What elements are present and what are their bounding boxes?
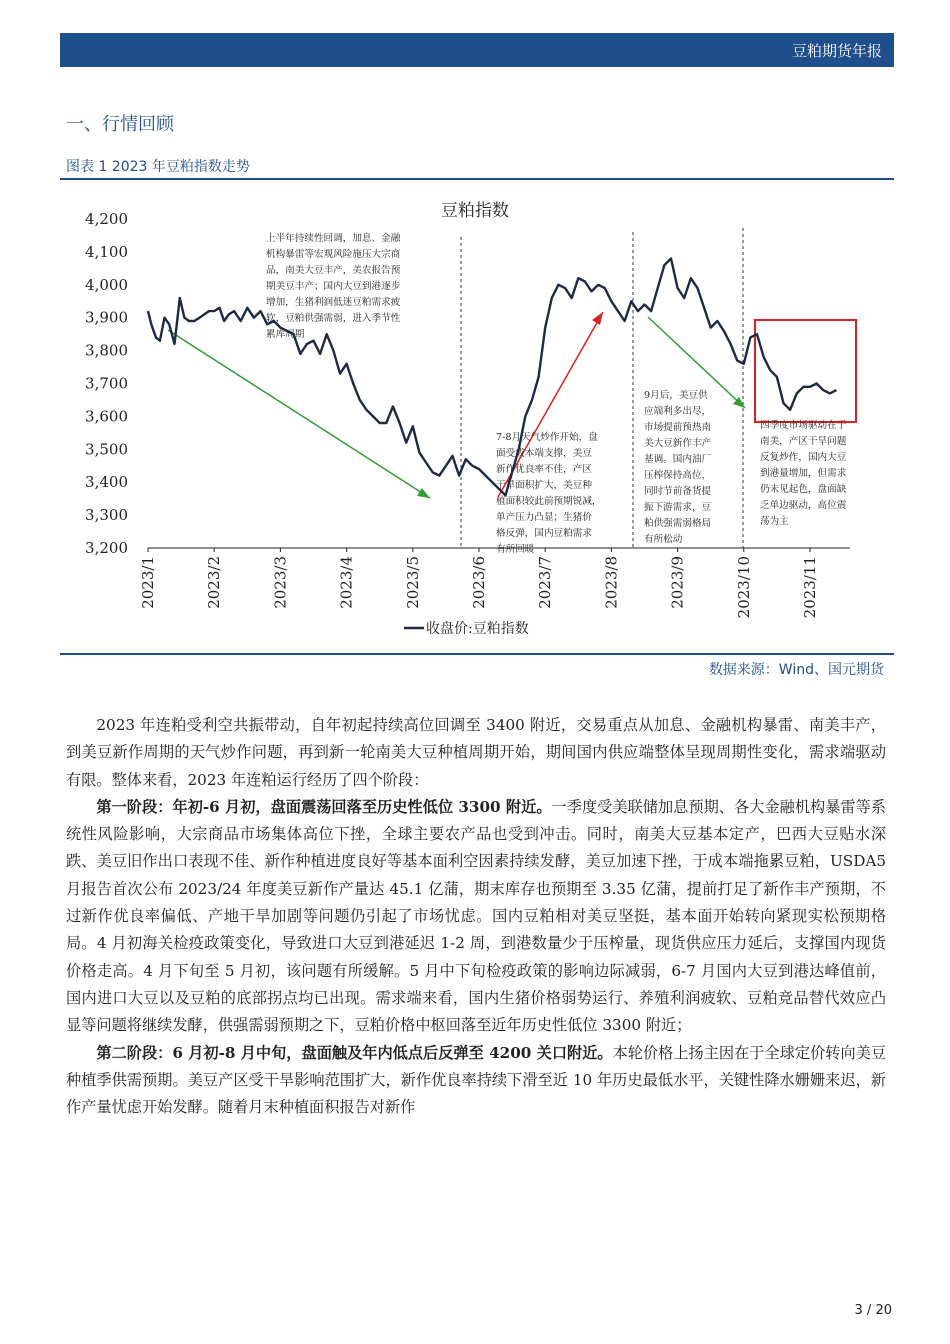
y-tick-label: 3,600 [85, 407, 128, 426]
x-tick-label: 2023/6 [470, 556, 488, 609]
page-number: 3 / 20 [854, 1303, 892, 1318]
phase-1-heading: 第一阶段：年初-6 月初，盘面震荡回落至历史性低位 3300 附近。 [96, 797, 552, 816]
report-title: 豆粕期货年报 [791, 42, 882, 60]
x-axis-labels [139, 556, 819, 618]
y-axis-labels [85, 210, 128, 557]
paragraph-phase-1 [66, 794, 886, 1040]
x-tick-label: 2023/8 [602, 556, 621, 609]
chart-title: 豆粕指数 [441, 201, 509, 221]
phase-2-heading: 第二阶段：6 月初-8 月中旬，盘面触及年内低点后反弹至 4200 关口附近。 [96, 1043, 613, 1062]
x-tick-label: 2023/7 [536, 556, 555, 609]
figure-bottom-divider [60, 653, 894, 655]
y-tick-label: 4,200 [85, 210, 128, 228]
data-source: 数据来源：Wind、国元期货 [708, 662, 884, 678]
x-tick-label: 2023/1 [139, 556, 157, 609]
y-tick-label: 4,000 [85, 275, 128, 294]
caption-divider [60, 178, 894, 180]
phase-1-text: 一季度受美联储加息预期、各大金融机构暴雷等系统性风险影响，大宗商品市场集体高位下挫，全球主要农产品也受到冲击。同时，南美大豆基本定产，巴西大豆贴水深跌、美豆旧作出口表现不佳、新作种植进度良好等基本面利空因素持续发酵，美豆加速下挫，于成本端拖累豆粕，USDA5 月报告首次公布 2023/24 年度美豆新作产量达 45.1 亿蒲，期末库存也预期至 3.35 亿蒲，提前打足了新作丰产预期，不过新作优良率偏低、产地干旱加剧等问题仍引起了市场忧虑。国内豆粕相对美豆坚挺，基本面开始转向紧现实松预期格局。4 月初海关检疫政策变化，导致进口大豆到港延迟 1-2 周，到港数量少于压榨量，现货供应压力延后，支撑国内现货价格走高。4 月下旬至 5 月初，该问题有所缓解。5 月中下旬检疫政策的影响边际减弱，6-7 月国内大豆到港达峰值前，国内进口大豆以及豆粕的底部拐点均已出现。需求端来看，国内生猪价格弱势运行、养殖利润疲软、豆粕竞品替代效应凸显等问题将继续发酵，供强需弱预期之下，豆粕价格中枢回落至近年历史性低位 3300 附近； [66, 797, 886, 1035]
y-tick-label: 3,200 [85, 539, 128, 557]
annotation-q4: 四季度市场驱动在于 南美，产区干旱问题 反复炒作，国内大豆 到港量增加，但需求 仍未见起色，盘面缺 乏单边驱动，高位震 荡为主 [760, 420, 847, 527]
y-tick-label: 3,900 [85, 308, 128, 327]
y-tick-label: 3,800 [85, 341, 128, 360]
series-line-soymeal-index [148, 259, 837, 496]
x-tick-label: 2023/3 [271, 556, 290, 609]
figure-caption: 图表 1 2023 年豆粕指数走势 [66, 159, 250, 175]
y-tick-label: 3,500 [85, 440, 128, 459]
x-tick-label: 2023/10 [734, 556, 753, 619]
x-tick-label: 2023/4 [337, 556, 356, 609]
x-tick-label: 2023/11 [801, 556, 819, 619]
y-tick-label: 3,400 [85, 473, 128, 492]
paragraph-phase-2 [66, 1040, 886, 1122]
y-tick-label: 3,300 [85, 506, 128, 525]
x-axis-ticks [148, 548, 810, 552]
section-title: 一、行情回顾 [66, 114, 174, 135]
paragraph-intro: 2023 年连粕受利空共振带动，自年初起持续高位回调至 3400 附近，交易重点从加息、金融机构暴雷、南美丰产，到美豆新作周期的天气炒作问题，再到新一轮南美大豆种植周期开始，期间国内供应端整体呈现周期性变化，需求端驱动有限。整体来看，2023 年连粕运行经历了四个阶段： [66, 716, 886, 789]
y-tick-label: 3,700 [85, 374, 128, 393]
phase-2-text: 本轮价格上扬主因在于全球定价转向美豆种植季供需预期。美豆产区受干旱影响范围扩大，新作优良率持续下滑至近 10 年历史最低水平，关键性降水姗姗来迟，新作产量忧虑开始发酵。随着月末种植面积报告对新作 [66, 1043, 887, 1117]
x-tick-label: 2023/9 [668, 556, 687, 609]
downtrend-arrowhead-1 [417, 488, 430, 498]
body-text [66, 712, 886, 1121]
x-tick-label: 2023/2 [205, 556, 224, 609]
annotation-h1: 上半年持续性回调，加息、金融 机构暴雷等宏观风险施压大宗商 品，南美大豆丰产，美农报告预 期美豆丰产；国内大豆到港逐步 增加，生猪利润低迷豆粕需求疲 软，豆粕供强需弱，进入季节性 累库周期 [266, 233, 401, 340]
y-tick-label: 4,100 [85, 242, 128, 261]
uptrend-arrowhead [592, 312, 603, 325]
legend-label: 收盘价:豆粕指数 [426, 621, 529, 637]
soymeal-index-chart [60, 182, 894, 652]
annotation-sep: 9月后，美豆供 应端利多出尽， 市场提前预热南 美大豆新作丰产 基调。国内油厂 压榨保持高位， 同时节前备货提 振下游需求，豆 粕供强需弱格局 有所松动 [644, 390, 712, 545]
header-bar [60, 33, 894, 67]
annotation-q3: 7-8月天气炒作开始，盘 面受成本端支撑，美豆 新作优良率不佳，产区 干旱面积扩大，美豆种 植面积较此前预期锐减， 单产压力凸显；生猪价 格反弹，国内豆粕需求 有所回暖 [496, 432, 602, 555]
x-tick-label: 2023/5 [403, 556, 422, 609]
